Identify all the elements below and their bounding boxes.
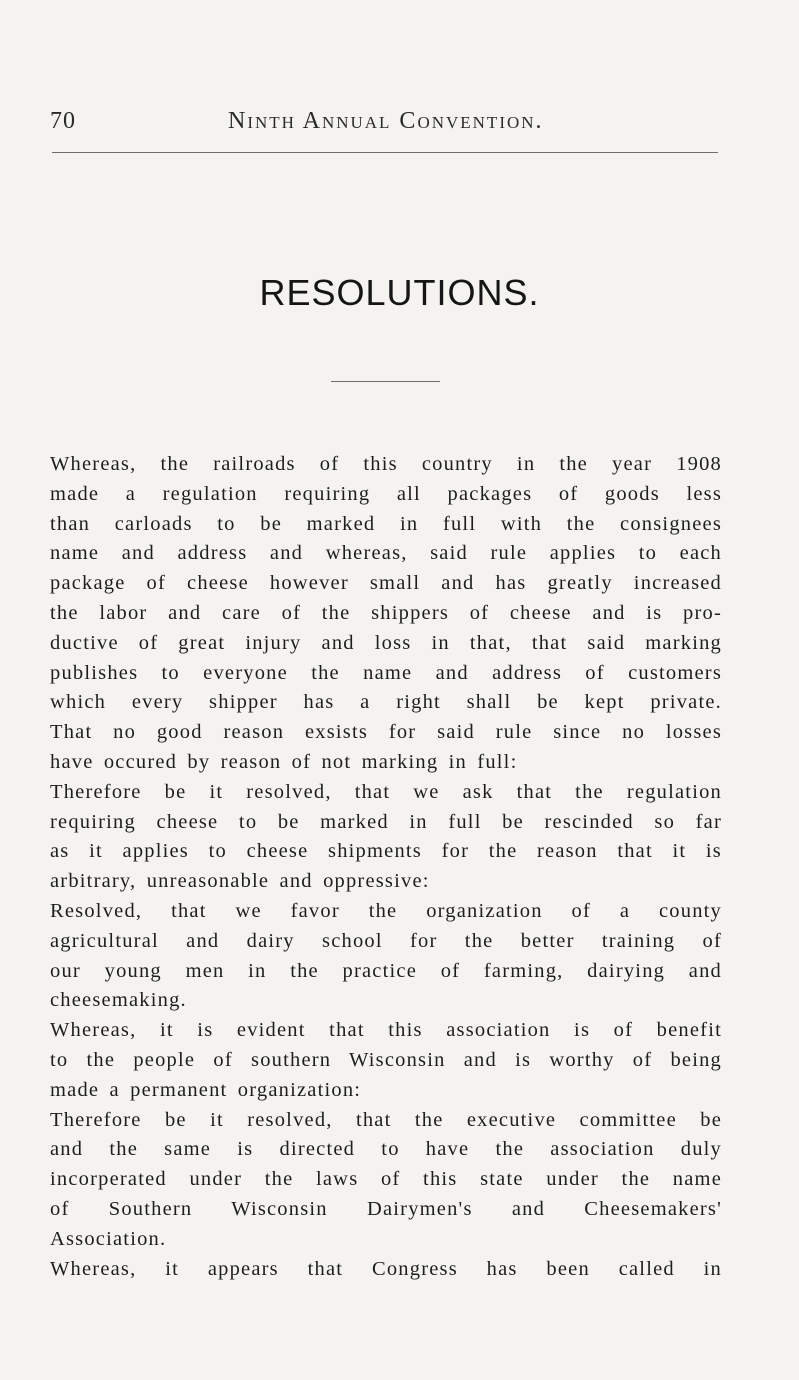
body-line: package of cheese however small and has greatly increased	[50, 572, 722, 595]
running-title: Ninth Annual Convention.	[228, 108, 544, 134]
running-head	[0, 108, 799, 138]
body-line: made a permanent organization:	[50, 1078, 362, 1101]
body-line: to the people of southern Wisconsin and is worthy of being	[50, 1048, 722, 1071]
body-line: as it applies to cheese shipments for the reason that it is	[50, 840, 722, 863]
body-line: Therefore be it resolved, that we ask that the regulation	[50, 780, 722, 803]
body-line: Resolved, that we favor the organization of a county	[50, 899, 722, 922]
body-line: agricultural and dairy school for the better training of	[50, 929, 722, 952]
body-line: our young men in the practice of farming, dairying and	[50, 959, 722, 982]
body-line: and the same is directed to have the association duly	[50, 1138, 722, 1161]
body-line: Whereas, the railroads of this country in the year 1908	[50, 453, 722, 475]
body-line: Association.	[50, 1227, 167, 1250]
title-divider	[331, 381, 440, 382]
page-number: 70	[50, 108, 76, 134]
body-line: of Southern Wisconsin Dairymen's and Cheesemakers'	[50, 1197, 722, 1220]
header-divider	[52, 152, 718, 153]
body-line: than carloads to be marked in full with the consignees	[50, 512, 722, 535]
body-line: have occured by reason of not marking in full:	[50, 750, 518, 773]
body-line: Whereas, it is evident that this association is of benefit	[50, 1019, 722, 1042]
section-title: RESOLUTIONS.	[259, 272, 540, 313]
body-line: incorperated under the laws of this state under the name	[50, 1168, 722, 1191]
body-line: ductive of great injury and loss in that, that said marking	[50, 631, 722, 654]
body-line: the labor and care of the shippers of cheese and is pro-	[50, 601, 722, 624]
body-line: requiring cheese to be marked in full be rescinded so far	[50, 810, 722, 833]
body-line: That no good reason exsists for said rule since no losses	[50, 721, 722, 744]
body-line: made a regulation requiring all packages of goods less	[50, 482, 722, 505]
body-line: Whereas, it appears that Congress has been called in	[50, 1257, 722, 1280]
body-line: Therefore be it resolved, that the executive committee be	[50, 1108, 722, 1131]
body-line: name and address and whereas, said rule applies to each	[50, 542, 722, 565]
body-line: arbitrary, unreasonable and oppressive:	[50, 870, 430, 893]
resolutions-body	[50, 450, 722, 1284]
body-line: cheesemaking.	[50, 989, 187, 1012]
body-line: publishes to everyone the name and address of customers	[50, 661, 722, 684]
body-line: which every shipper has a right shall be kept private.	[50, 691, 722, 714]
